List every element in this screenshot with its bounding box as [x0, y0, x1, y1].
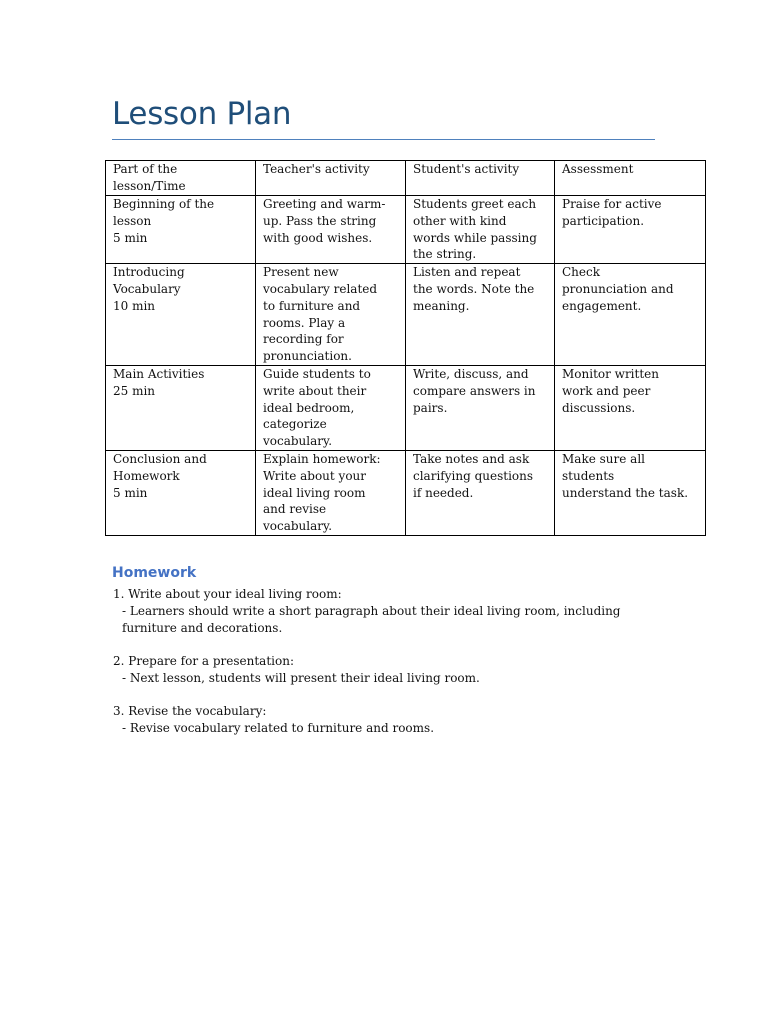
cell-teacher-activity: Greeting and warm- up. Pass the string with good wishes.: [256, 196, 406, 264]
cell-part-time: Beginning of the lesson 5 min: [106, 196, 256, 264]
cell-part-time: Main Activities 25 min: [106, 365, 256, 450]
cell-assessment: Make sure all students understand the task.: [555, 450, 706, 535]
homework-item-title: 3. Revise the vocabulary:: [113, 704, 267, 718]
cell-student-activity: Listen and repeat the words. Note the meaning.: [406, 264, 555, 366]
cell-part-time: Conclusion and Homework 5 min: [106, 450, 256, 535]
header-teacher-activity: Teacher's activity: [256, 161, 406, 196]
homework-item-title: 1. Write about your ideal living room:: [113, 587, 342, 601]
lesson-plan-table: [105, 160, 706, 536]
header-part-time: Part of the lesson/Time: [106, 161, 256, 196]
title-underline: [112, 139, 655, 140]
page-title: Lesson Plan: [112, 96, 292, 132]
homework-item-detail: - Learners should write a short paragraph about their ideal living room, including furniture and decorations.: [122, 604, 621, 635]
cell-student-activity: Take notes and ask clarifying questions if needed.: [406, 450, 555, 535]
list-item: [113, 653, 658, 687]
table-row: [106, 365, 706, 450]
homework-list: [113, 586, 658, 753]
list-item: [113, 703, 658, 737]
cell-part-time: Introducing Vocabulary 10 min: [106, 264, 256, 366]
cell-teacher-activity: Guide students to write about their ideal bedroom, categorize vocabulary.: [256, 365, 406, 450]
table-row: [106, 450, 706, 535]
table-header-row: [106, 161, 706, 196]
cell-student-activity: Students greet each other with kind words while passing the string.: [406, 196, 555, 264]
cell-teacher-activity: Explain homework: Write about your ideal living room and revise vocabulary.: [256, 450, 406, 535]
table-row: [106, 196, 706, 264]
homework-item-detail: - Next lesson, students will present their ideal living room.: [122, 671, 480, 685]
cell-teacher-activity: Present new vocabulary related to furniture and rooms. Play a recording for pronunciation.: [256, 264, 406, 366]
table-row: [106, 264, 706, 366]
homework-heading: Homework: [112, 565, 197, 581]
homework-item-detail: - Revise vocabulary related to furniture and rooms.: [122, 721, 435, 735]
cell-assessment: Check pronunciation and engagement.: [555, 264, 706, 366]
cell-assessment: Monitor written work and peer discussions.: [555, 365, 706, 450]
header-assessment: Assessment: [555, 161, 706, 196]
cell-assessment: Praise for active participation.: [555, 196, 706, 264]
header-student-activity: Student's activity: [406, 161, 555, 196]
homework-item-title: 2. Prepare for a presentation:: [113, 654, 294, 668]
cell-student-activity: Write, discuss, and compare answers in pairs.: [406, 365, 555, 450]
list-item: [113, 586, 658, 637]
